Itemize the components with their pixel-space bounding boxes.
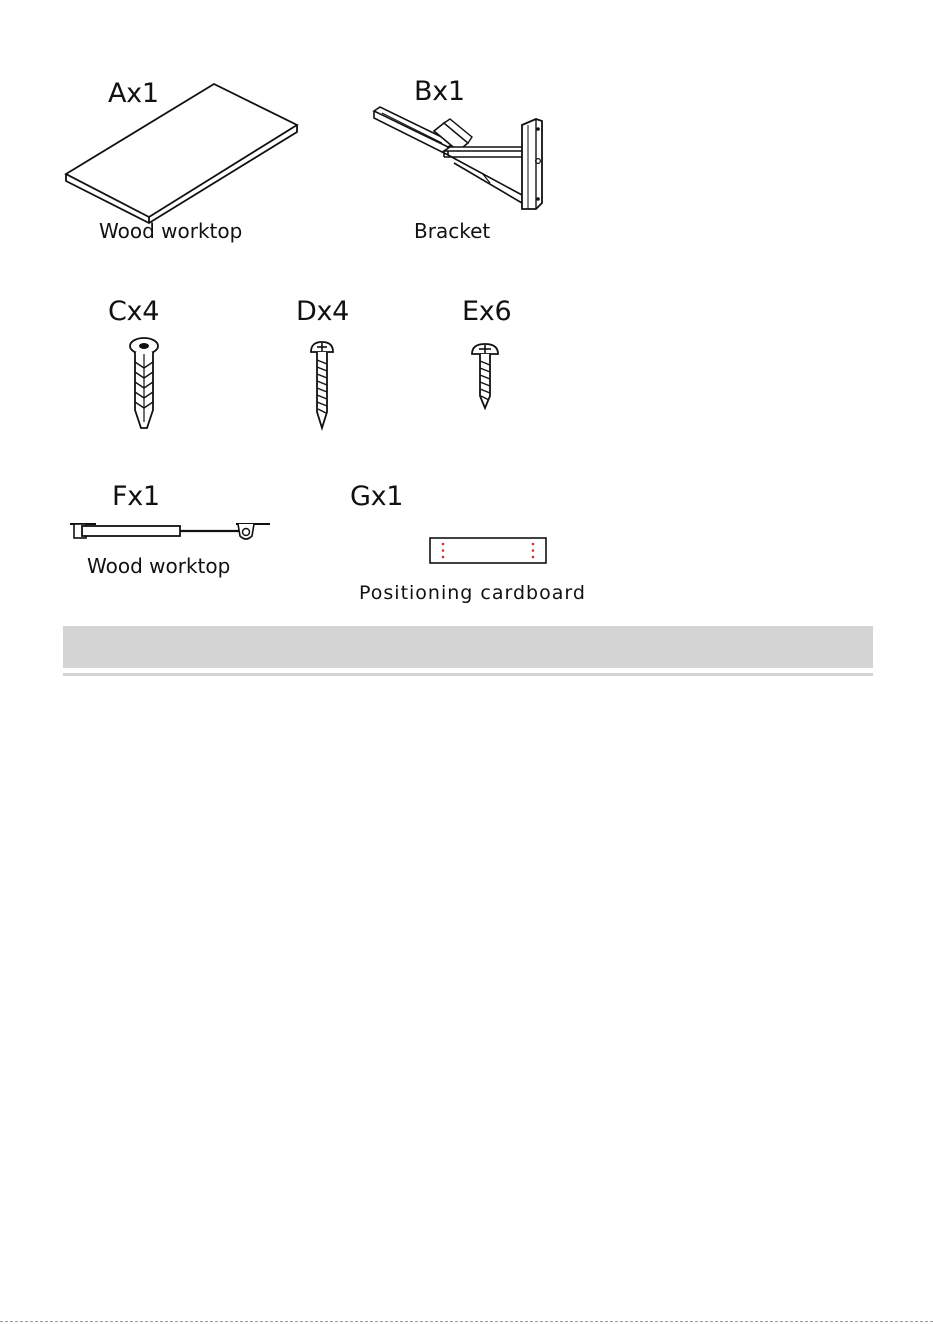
part-f-code: Fx1: [112, 481, 160, 512]
wood-worktop-illustration: [64, 78, 300, 222]
long-screw-icon: [308, 340, 336, 430]
part-g-code: Gx1: [350, 481, 404, 512]
gas-strut-illustration: [68, 518, 272, 548]
section-divider: [63, 673, 873, 676]
part-e-code: Ex6: [462, 296, 512, 327]
part-b-code: Bx1: [414, 76, 465, 107]
part-g-caption: Positioning cardboard: [359, 582, 586, 604]
part-d-code: Dx4: [296, 296, 350, 327]
bracket-illustration: [372, 103, 550, 215]
wall-plug-icon: [126, 336, 162, 436]
part-a-caption: Wood worktop: [99, 219, 243, 243]
short-screw-icon: [470, 342, 500, 412]
page-bottom-edge: [0, 1321, 933, 1322]
part-f-caption: Wood worktop: [87, 554, 231, 578]
section-header-bar: [63, 626, 873, 668]
part-b-caption: Bracket: [414, 219, 491, 243]
part-a-code: Ax1: [108, 78, 159, 109]
part-c-code: Cx4: [108, 296, 160, 327]
positioning-cardboard-illustration: [429, 537, 547, 565]
